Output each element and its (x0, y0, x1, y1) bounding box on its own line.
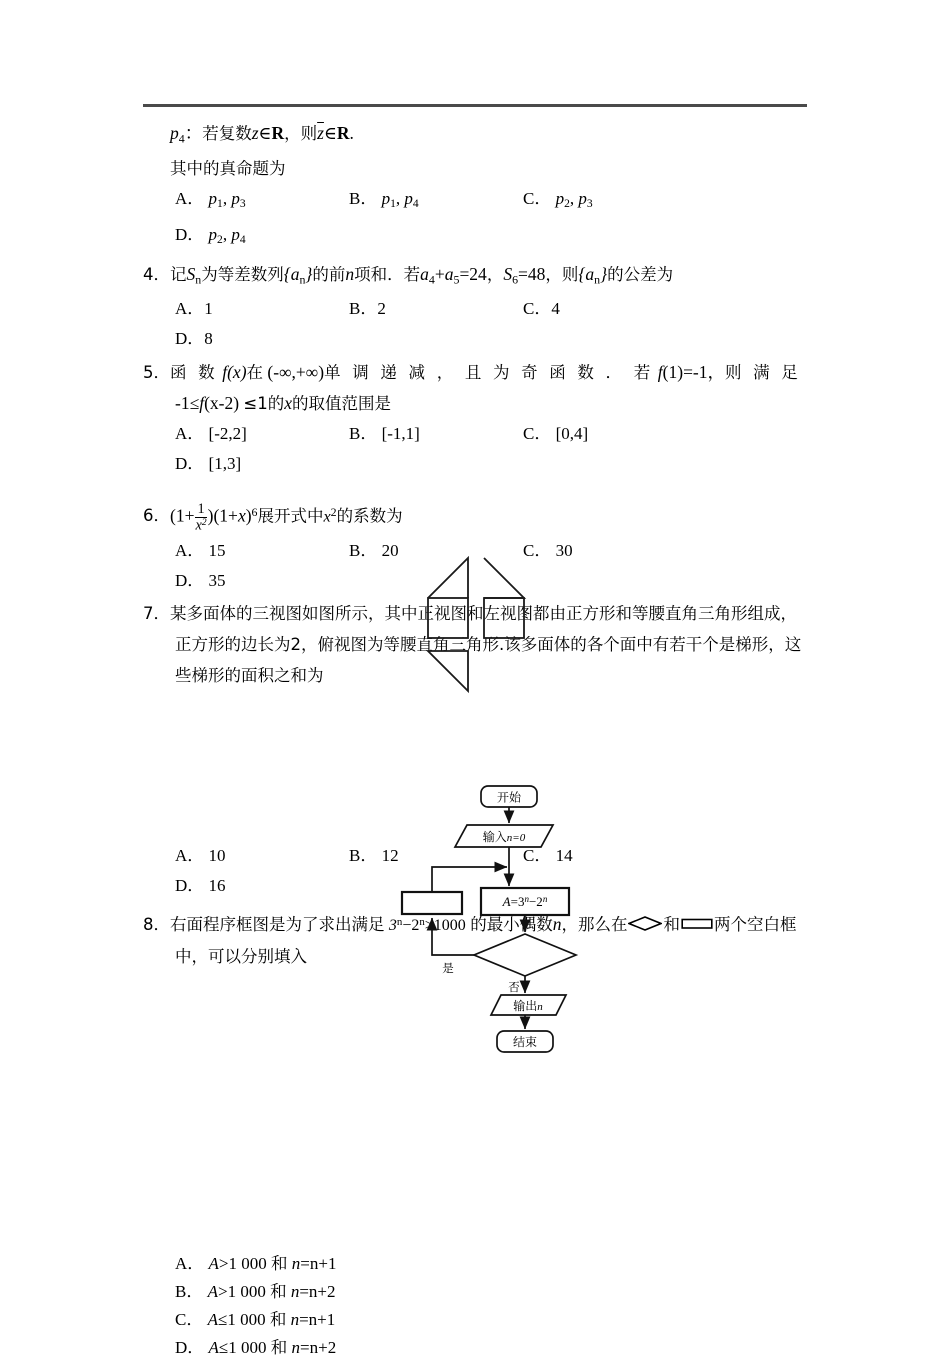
q5-option-c[interactable] (523, 419, 697, 449)
q4-text-3: 的前 (312, 264, 346, 284)
q6-expr-open: (1+ (170, 505, 195, 526)
three-view-figure (410, 556, 570, 704)
p4-set-R-1: R (271, 123, 285, 143)
q4-eq24: =24 (459, 263, 487, 284)
q8-number: 8． (143, 915, 170, 935)
q5-option-a-value: [-2,2] (208, 424, 247, 444)
proposition-p4-line (143, 118, 823, 153)
q8-cond-minus: −2 (402, 917, 420, 935)
q7-option-c-label: C． (523, 846, 552, 866)
q7-text-line-1: 某多面体的三视图如图所示，其中正视图和左视图都由正方形和等腰直角三角形组成， (170, 604, 797, 624)
q6-fraction (195, 502, 206, 533)
q3-option-d-p2: p (231, 224, 240, 244)
q7-number: 7． (143, 604, 170, 624)
p4-comma: ， (284, 124, 301, 143)
q5-option-b[interactable] (349, 419, 523, 449)
q8-text-5: 两个空白框 (713, 915, 797, 935)
q8-option-a[interactable] (143, 1250, 823, 1278)
q8-option-c-rel: ≤1 000 (217, 1310, 266, 1330)
q5-option-c-label: C． (523, 424, 552, 444)
q8-option-c-rhs: =n+1 (299, 1310, 336, 1330)
q4-S-sub: n (195, 272, 202, 287)
q8-option-b-rel: >1 000 (217, 1282, 266, 1302)
q4-seq2-sub: n (594, 272, 601, 287)
q4-option-d[interactable] (175, 324, 349, 354)
q4-S: S (186, 263, 196, 284)
p4-text-prefix: 若复数 (202, 124, 252, 143)
q4-seq-close: } (305, 263, 313, 284)
q4-options-row (143, 294, 823, 354)
front-view-square (428, 598, 468, 638)
q7-option-d-value: 16 (208, 876, 226, 896)
q6-text-2: 的系数为 (336, 506, 403, 526)
q8-option-c-lhs: A (207, 1310, 218, 1330)
q8-option-a-and: 和 (271, 1254, 288, 1274)
flowchart-input-var: n=0 (506, 832, 526, 844)
program-flowchart (380, 782, 610, 1054)
q8-option-a-rel: >1 000 (218, 1254, 267, 1274)
q4-a4-sub: 4 (428, 272, 435, 287)
p4-then: 则 (300, 124, 318, 143)
q4-a5-sub: 5 (453, 272, 460, 287)
q8-option-d-and: 和 (270, 1338, 288, 1358)
q4-option-a-label: A． (175, 299, 205, 319)
q4-text-1: 记 (170, 264, 187, 284)
q7-option-a[interactable] (175, 841, 349, 871)
q4-seq2: {a (578, 263, 595, 284)
q5-options-row (143, 419, 823, 479)
q6-option-b-label: B． (349, 541, 378, 561)
q8-option-d-label: D． (175, 1338, 205, 1358)
q3-option-c-p2-sub: 3 (586, 197, 593, 211)
p4-symbol: p (170, 123, 179, 143)
flowchart-blank-process-box (402, 892, 462, 914)
q4-number: 4． (143, 264, 170, 284)
q5-option-b-label: B． (349, 424, 378, 444)
q6-fraction-den-var: x (195, 517, 202, 534)
q6-fraction-numerator: 1 (197, 501, 205, 518)
q8-option-a-lhs: A (208, 1254, 219, 1274)
q5-text-3: 单 调 递 减 ， 且 为 奇 函 数 ． 若 (324, 363, 654, 383)
q4-option-d-value: 8 (204, 329, 213, 349)
q5-text-4: 则 满 足 (725, 363, 802, 383)
q8-var-n: n (552, 914, 562, 935)
q4-option-c[interactable] (523, 294, 697, 324)
q3-option-b-p1: p (381, 189, 391, 209)
q5-f2: f (657, 362, 663, 383)
q5-option-c-value: [0,4] (555, 424, 589, 444)
q6-option-d-label: D． (175, 571, 205, 591)
front-view-triangle (428, 558, 468, 598)
q8-option-b-rhs: =n+2 (299, 1282, 336, 1302)
q3-option-a-label: A． (175, 189, 205, 209)
q8-option-c[interactable] (143, 1306, 823, 1334)
q7-text-line-3: 些梯形的面积之和为 (175, 666, 324, 686)
side-view-triangle (484, 558, 524, 598)
q4-a4: a (420, 263, 429, 284)
q4-comma-2: ，则 (545, 264, 579, 284)
q8-cond-base-3: 3 (388, 917, 397, 935)
p4-var-z: z (251, 123, 259, 143)
q5-option-d-label: D． (175, 454, 205, 474)
q8-option-d-lhs: A (208, 1338, 219, 1358)
q3-option-c-p1-sub: 2 (564, 197, 570, 211)
q8-text-4: 和 (663, 915, 680, 935)
p4-subscript: 4 (178, 131, 185, 146)
q4-option-b-label: B． (349, 299, 378, 319)
q4-option-c-value: 4 (551, 299, 560, 319)
header-rule (143, 104, 807, 107)
q5-f: f (222, 362, 228, 383)
flowchart-end-label-2: 结束 (512, 1035, 538, 1049)
q8-option-c-and: 和 (269, 1310, 287, 1330)
p4-z-conjugate: $\overline{z}$ (317, 123, 324, 143)
top-view-triangle (428, 651, 468, 691)
q3-option-c-p2: p (578, 189, 587, 209)
q8-option-a-label: A． (175, 1254, 205, 1274)
rectangle-icon (681, 916, 713, 931)
q3-option-b-p2-sub: 4 (412, 197, 419, 211)
q3-option-a-p1-sub: 1 (217, 197, 223, 211)
q4-comma-1: ， (486, 264, 504, 284)
flowchart-compute-label: $A=3^n-2^n$ (502, 894, 548, 909)
q3-option-d-label: D． (175, 224, 205, 244)
q4-option-b-value: 2 (377, 299, 386, 319)
q3-option-c-p1: p (555, 189, 565, 209)
q6-option-c-value: 30 (555, 541, 573, 561)
q6-number: 6． (143, 506, 170, 526)
q3-option-a-p1: p (208, 189, 218, 209)
q5-ineq-lower: -1≤ (175, 393, 200, 414)
q4-S6-sub: 6 (512, 272, 519, 287)
q8-option-d-rhs: =n+2 (300, 1338, 337, 1358)
q5-eqm1: =-1， (683, 362, 726, 383)
q3-option-d[interactable]: D． $p_2$, $p_4$ (175, 224, 246, 246)
q6-expr-x: x (237, 505, 246, 526)
q8-cond-exp-1: n (396, 916, 403, 929)
q5-fx2: (x-2) (204, 393, 240, 414)
flowchart-start-label: 开始 (496, 790, 522, 805)
q8-option-b-lhs: A (207, 1282, 218, 1302)
q8-text-2: 的最小偶数 (470, 915, 553, 935)
q3-options-row (143, 184, 823, 254)
q6-text-1: 展开式中 (257, 506, 324, 526)
q4-S6: S (503, 263, 513, 284)
flowchart-yes-label: 是 (442, 961, 454, 975)
q6-term-exp: 2 (330, 505, 337, 520)
q7-option-d[interactable] (175, 871, 349, 901)
q4-n: n (345, 263, 355, 284)
q4-option-d-label: D． (175, 329, 205, 349)
q5-interval: (-∞,+∞) (267, 362, 325, 383)
q8-option-b-rhs-var: n (290, 1282, 300, 1302)
q6-fraction-denominator (195, 517, 206, 533)
q6-fraction-den-exp: 2 (201, 517, 207, 529)
q4-seq: {a (283, 263, 300, 284)
q4-text-5: 的公差为 (607, 264, 674, 284)
q8-option-b-label: B． (175, 1282, 204, 1302)
q5-option-b-value: [-1,1] (381, 424, 420, 444)
q5-option-d[interactable] (175, 449, 349, 479)
side-view-square (484, 598, 524, 638)
q3-prompt-line (143, 153, 823, 184)
q4-option-b[interactable] (349, 294, 523, 324)
q4-seq-sub: n (299, 272, 306, 287)
q5-f3: f (199, 393, 205, 414)
q4-plus: + (434, 263, 445, 284)
flowchart-no-label: 否 (508, 980, 520, 994)
q5-number: 5． (143, 363, 170, 383)
q3-option-a[interactable]: A． $p_1$, $p_3$ (175, 189, 246, 211)
q5-stem-line-2 (143, 388, 823, 419)
q3-option-b-p2: p (404, 189, 413, 209)
q7-option-d-label: D． (175, 876, 205, 896)
flowchart-arrow-yes-branch (432, 918, 474, 955)
q6-term-x: x (323, 508, 331, 526)
q7-option-a-label: A． (175, 846, 205, 866)
q6-stem-line (143, 493, 823, 536)
q6-option-c-label: C． (523, 541, 552, 561)
q8-option-a-rhs-var: n (291, 1254, 301, 1274)
q3-option-b-p1-sub: 1 (390, 197, 396, 211)
q3-option-a-p2: p (231, 189, 240, 209)
q4-a5: a (444, 263, 454, 284)
q5-ineq-upper: ≤1的 (243, 394, 285, 414)
q7-option-b-value: 12 (381, 846, 399, 866)
q6-option-d[interactable] (175, 566, 349, 596)
p4-period: . (349, 123, 354, 143)
q6-expr-mid: )(1+ (207, 505, 238, 526)
q8-option-c-label: C． (175, 1310, 204, 1330)
q6-expr-power: 6 (251, 505, 258, 520)
q7-option-c-value: 14 (555, 846, 573, 866)
q8-option-c-rhs-var: n (290, 1310, 300, 1330)
p4-member-1: ∈ (258, 123, 272, 143)
q5-fx: (x) (227, 362, 247, 383)
q3-option-b[interactable]: B． $p_1$, $p_4$ (349, 189, 419, 211)
q3-option-b-label: B． (349, 189, 378, 209)
q4-stem-line (143, 259, 823, 294)
q7-option-b-label: B． (349, 846, 378, 866)
q8-option-d-rhs-var: n (291, 1338, 301, 1358)
p4-member-2: ∈ (323, 123, 337, 143)
q5-option-a[interactable] (175, 419, 349, 449)
q4-seq2-close: } (600, 263, 608, 284)
q3-option-d-p1: p (208, 224, 218, 244)
q8-text-line-2: 中，可以分别填入 (175, 947, 307, 967)
q5-stem-line-1 (143, 357, 823, 388)
q7-text-line-2: 正方形的边长为2，俯视图为等腰直角三角形.该多面体的各个面中有若干个是梯形，这 (175, 635, 802, 655)
q8-option-d[interactable] (143, 1334, 823, 1362)
q5-option-d-value: [1,3] (208, 454, 242, 474)
q7-option-a-value: 10 (208, 846, 226, 866)
q8-text-1: 右面程序框图是为了求出满足 (170, 915, 385, 935)
q4-eq48: =48 (518, 263, 546, 284)
q5-text-1: 函 数 (170, 363, 218, 383)
q3-option-c-label: C． (523, 189, 552, 209)
q6-option-b-value: 20 (381, 541, 399, 561)
flowchart-input-label (483, 829, 526, 844)
q3-prompt: 其中的真命题为 (170, 159, 286, 179)
q6-option-d-value: 35 (208, 571, 226, 591)
flowchart-decision-diamond (474, 934, 576, 976)
q6-expr-close: ) (245, 505, 252, 526)
q5-text-5: 的取值范围是 (292, 394, 392, 414)
q8-cond-exp-2: n (419, 916, 425, 929)
p4-set-R-2: R (336, 123, 350, 143)
q5-option-a-label: A． (175, 424, 205, 444)
q3-option-c[interactable]: C． $p_2$, $p_3$ (523, 189, 593, 211)
flowchart-output-var: n (537, 1001, 543, 1013)
flowchart-input-word: 输入 (482, 830, 507, 844)
q8-option-b[interactable] (143, 1278, 823, 1306)
flowchart-output-label (513, 998, 543, 1013)
p4-colon: ： (184, 123, 203, 143)
q3-option-d-p1-sub: 2 (217, 232, 223, 246)
q4-option-c-label: C． (523, 299, 552, 319)
flowchart-output-word: 输出 (513, 999, 538, 1013)
q4-text-4: 项和．若 (354, 264, 421, 284)
diamond-icon (628, 916, 662, 931)
q8-option-d-rel: ≤1 000 (218, 1338, 267, 1358)
q3-option-a-p2-sub: 3 (239, 197, 246, 211)
q6-option-a-label: A． (175, 541, 205, 561)
q6-option-a-value: 15 (208, 541, 226, 561)
q8-option-a-rhs: =n+1 (300, 1254, 337, 1274)
q4-option-a-value: 1 (204, 299, 213, 319)
page-content (143, 118, 823, 1362)
q4-text-2: 为等差数列 (201, 264, 284, 284)
q5-text-2: 在 (246, 363, 264, 383)
q8-text-3: ，那么在 (561, 915, 628, 935)
q4-option-a[interactable] (175, 294, 349, 324)
q5-x: x (284, 393, 293, 414)
q3-option-d-p2-sub: 4 (239, 232, 246, 246)
q5-f1: (1) (662, 362, 684, 383)
q8-cond-gt: >1000 (424, 917, 466, 935)
q8-option-b-and: 和 (270, 1282, 287, 1302)
q6-option-a[interactable] (175, 536, 349, 566)
